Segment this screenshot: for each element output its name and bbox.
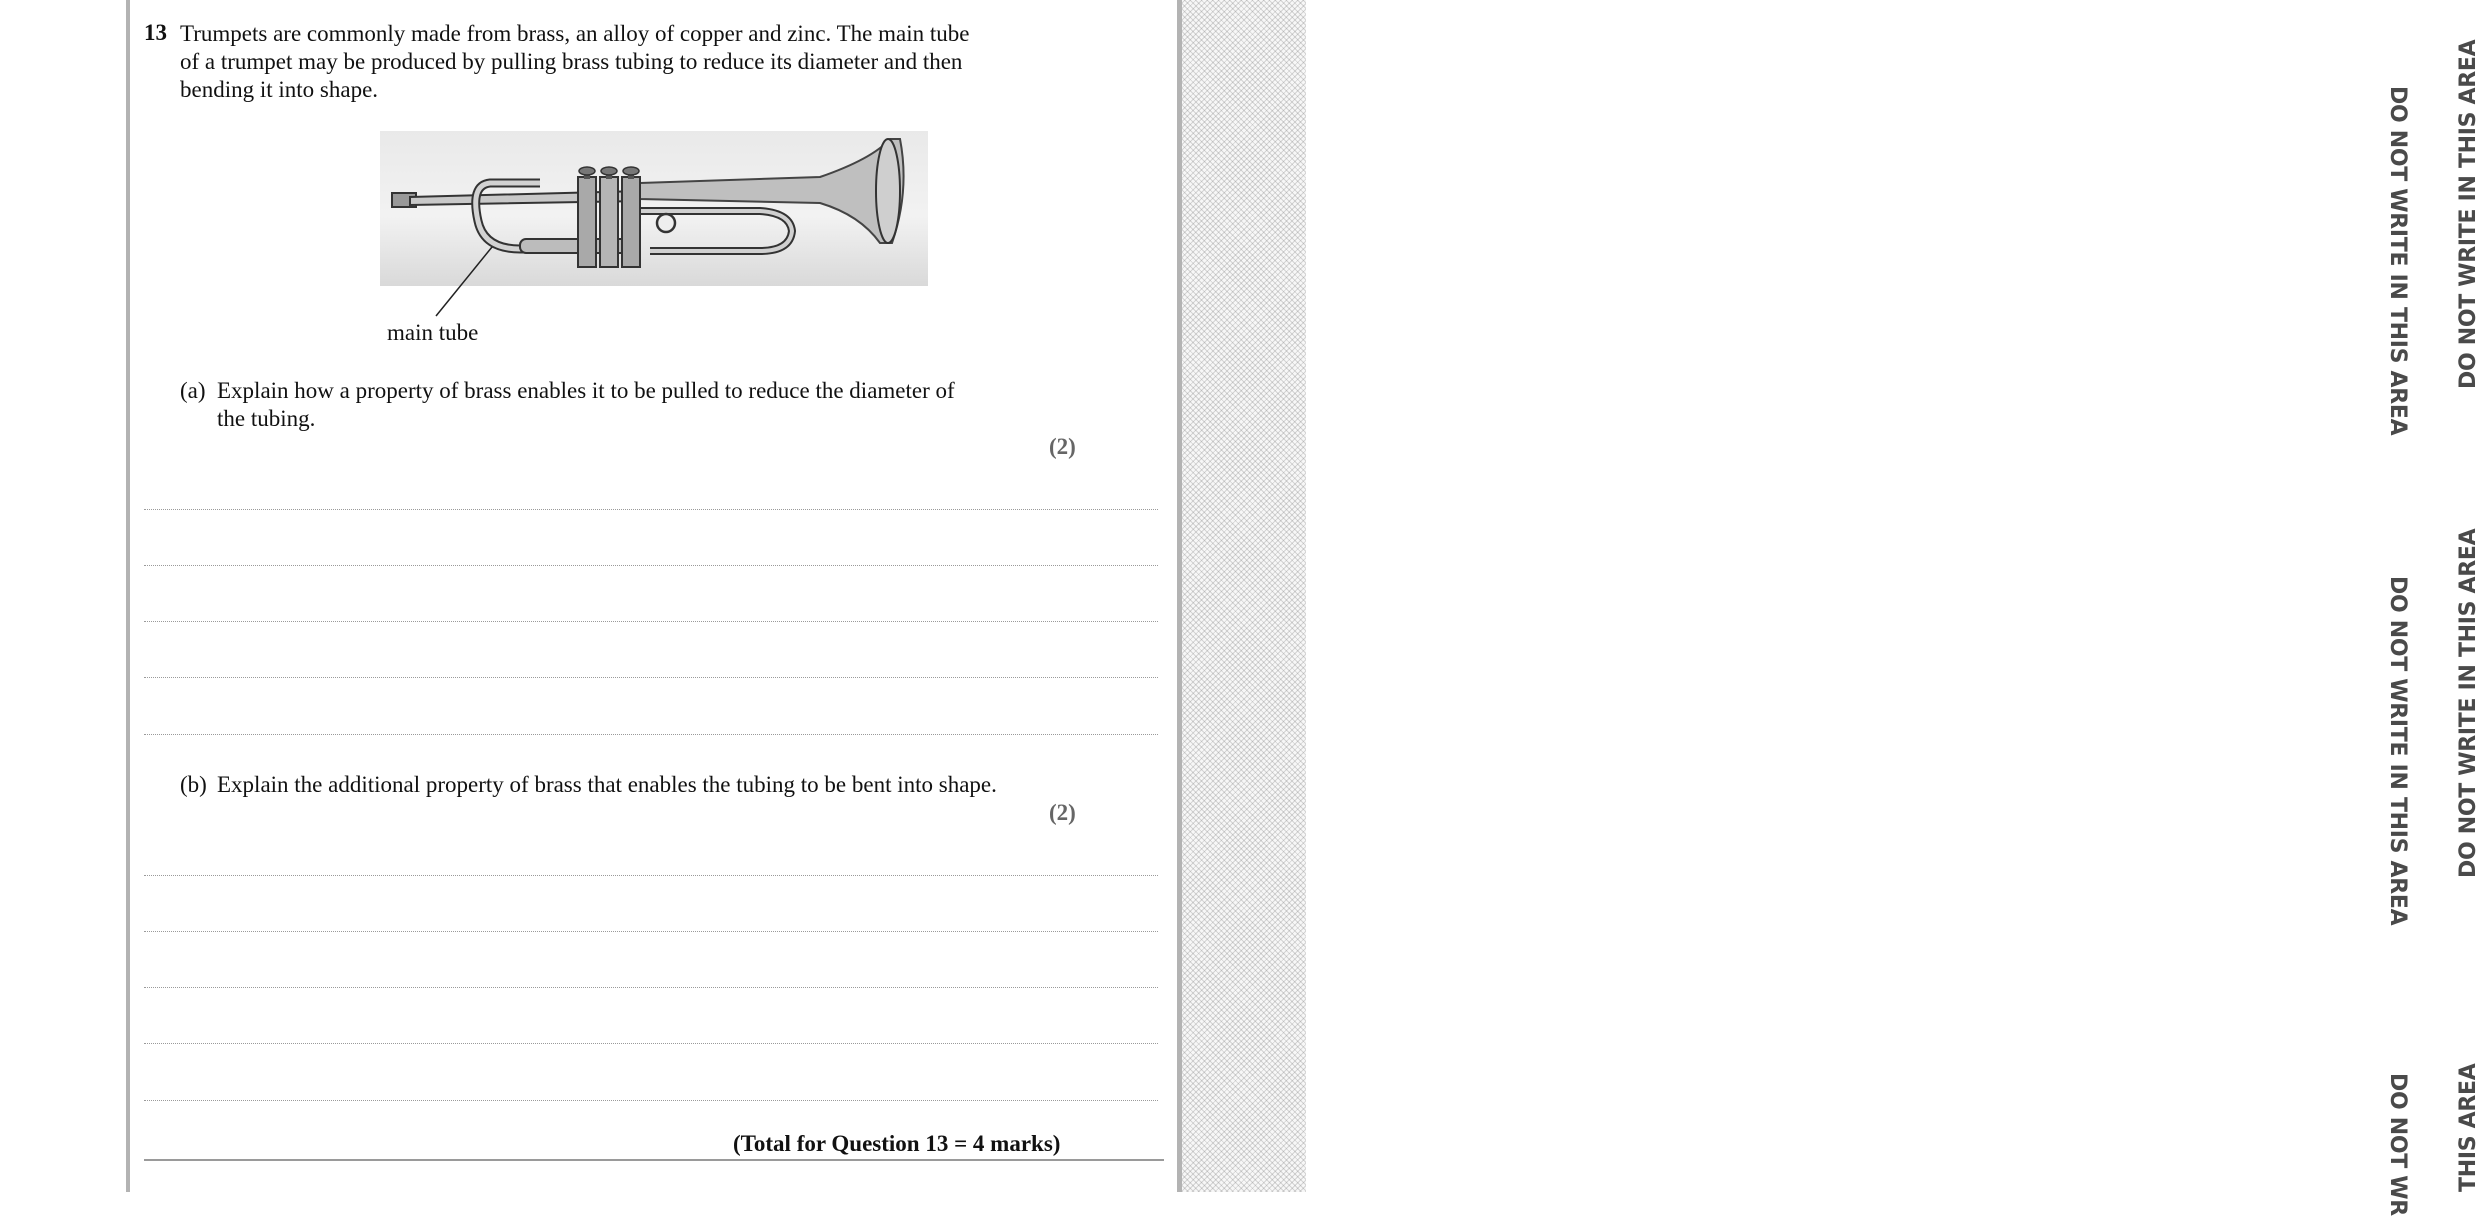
answer-line-a4[interactable] [144,677,1158,678]
margin-warning-fragment: DO NOT WR [2385,1073,2410,1216]
answer-line-b5[interactable] [144,1100,1158,1101]
stem-line: bending it into shape. [180,77,379,102]
part-a-label: (a) [180,378,206,403]
part-a-text: Explain how a property of brass enables it to be pulled to reduce the diameter of [217,378,955,403]
margin-warning-fragment-2: THIS AREA [2456,1063,2481,1192]
answer-line-b2[interactable] [144,931,1158,932]
answer-line-a5[interactable] [144,734,1158,735]
part-b-marks: (2) [1049,800,1076,825]
question-number: 13 [144,20,167,45]
question-total: (Total for Question 13 = 4 marks) [733,1131,1061,1156]
answer-line-b3[interactable] [144,987,1158,988]
answer-line-b4[interactable] [144,1043,1158,1044]
stem-line: of a trumpet may be produced by pulling brass tubing to reduce its diameter and then [180,49,963,74]
part-b-label: (b) [180,772,207,797]
answer-line-b1[interactable] [144,875,1158,876]
part-a-text: the tubing. [217,406,316,431]
margin-warning-1: DO NOT WRITE IN THIS AREA [2385,86,2410,436]
margin-warning-3: DO NOT WRITE IN THIS AREA [2385,576,2410,926]
part-a-marks: (2) [1049,434,1076,459]
figure-label: main tube [387,320,479,345]
margin-warning-2: DO NOT WRITE IN THIS AREA [2456,39,2481,389]
question-end-rule [144,1159,1164,1161]
stem-line: Trumpets are commonly made from brass, an alloy of copper and zinc. The main tube [180,21,970,46]
part-b-text: Explain the additional property of brass that enables the tubing to be bent into shape. [217,772,997,797]
margin-warning-4: DO NOT WRITE IN THIS AREA [2456,528,2481,878]
answer-line-a3[interactable] [144,621,1158,622]
answer-line-a2[interactable] [144,565,1158,566]
answer-line-a1[interactable] [144,509,1158,510]
